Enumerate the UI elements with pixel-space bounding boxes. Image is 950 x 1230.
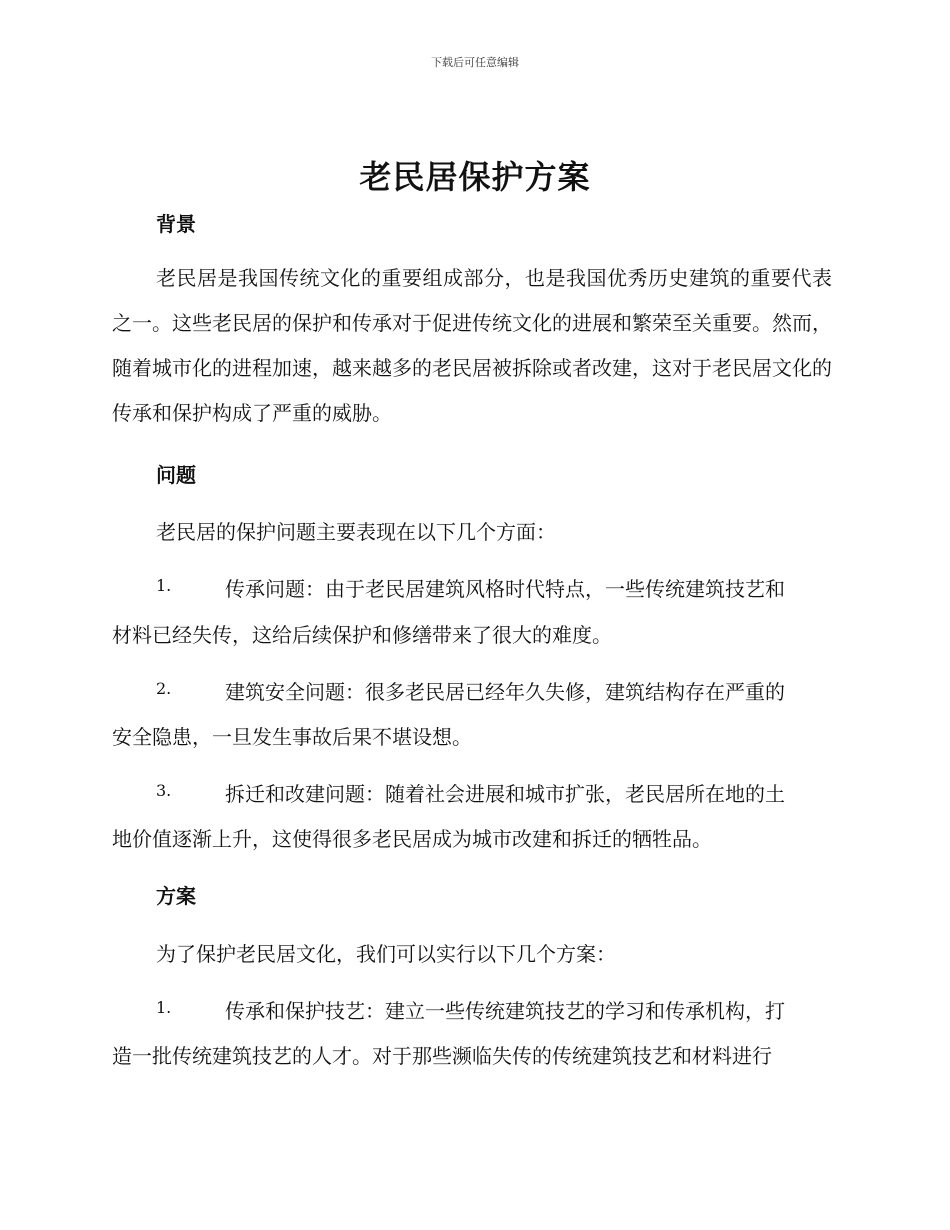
page-title: 老民居保护方案 bbox=[359, 158, 591, 196]
background-paragraph: 老民居是我国传统文化的重要组成部分，也是我国优秀历史建筑的重要代表之一。这些老民居的保护和传承对于促进传统文化的进展和繁荣至关重要。然而，随着城市化的进程加速，越来越多的老民居被拆除或者改建，这对于老民居文化的传承和保护构成了严重的威胁。 bbox=[112, 266, 832, 425]
problem-item-line: 材料已经失传，这给后续保护和修缮带来了很大的难度。 bbox=[112, 623, 612, 647]
problem-item-line: 传承问题：由于老民居建筑风格时代特点，一些传统建筑技艺和 bbox=[225, 577, 785, 601]
solution-item-number: 1. bbox=[156, 998, 172, 1017]
solution-item-line: 传承和保护技艺：建立一些传统建筑技艺的学习和传承机构，打 bbox=[225, 999, 785, 1023]
section-heading-solutions: 方案 bbox=[156, 884, 196, 908]
problem-item-line: 地价值逐渐上升，这使得很多老民居成为城市改建和拆迁的牺牲品。 bbox=[112, 827, 712, 851]
problem-item-number: 1. bbox=[156, 576, 172, 595]
problems-intro: 老民居的保护问题主要表现在以下几个方面： bbox=[156, 520, 556, 544]
solutions-intro: 为了保护老民居文化，我们可以实行以下几个方案： bbox=[156, 942, 616, 966]
problem-item-line: 安全隐患，一旦发生事故后果不堪设想。 bbox=[112, 725, 472, 749]
problem-item-line: 建筑安全问题：很多老民居已经年久失修，建筑结构存在严重的 bbox=[225, 680, 785, 704]
problem-item-line: 拆迁和改建问题：随着社会进展和城市扩张，老民居所在地的土 bbox=[225, 782, 785, 806]
problem-item-number: 3. bbox=[156, 781, 172, 800]
section-heading-background: 背景 bbox=[156, 212, 196, 236]
solution-item-line: 造一批传统建筑技艺的人才。对于那些濒临失传的传统建筑技艺和材料进行 bbox=[112, 1044, 772, 1068]
section-heading-problems: 问题 bbox=[156, 463, 196, 487]
problem-item-number: 2. bbox=[156, 679, 172, 698]
header-note: 下载后可任意编辑 bbox=[431, 56, 519, 69]
